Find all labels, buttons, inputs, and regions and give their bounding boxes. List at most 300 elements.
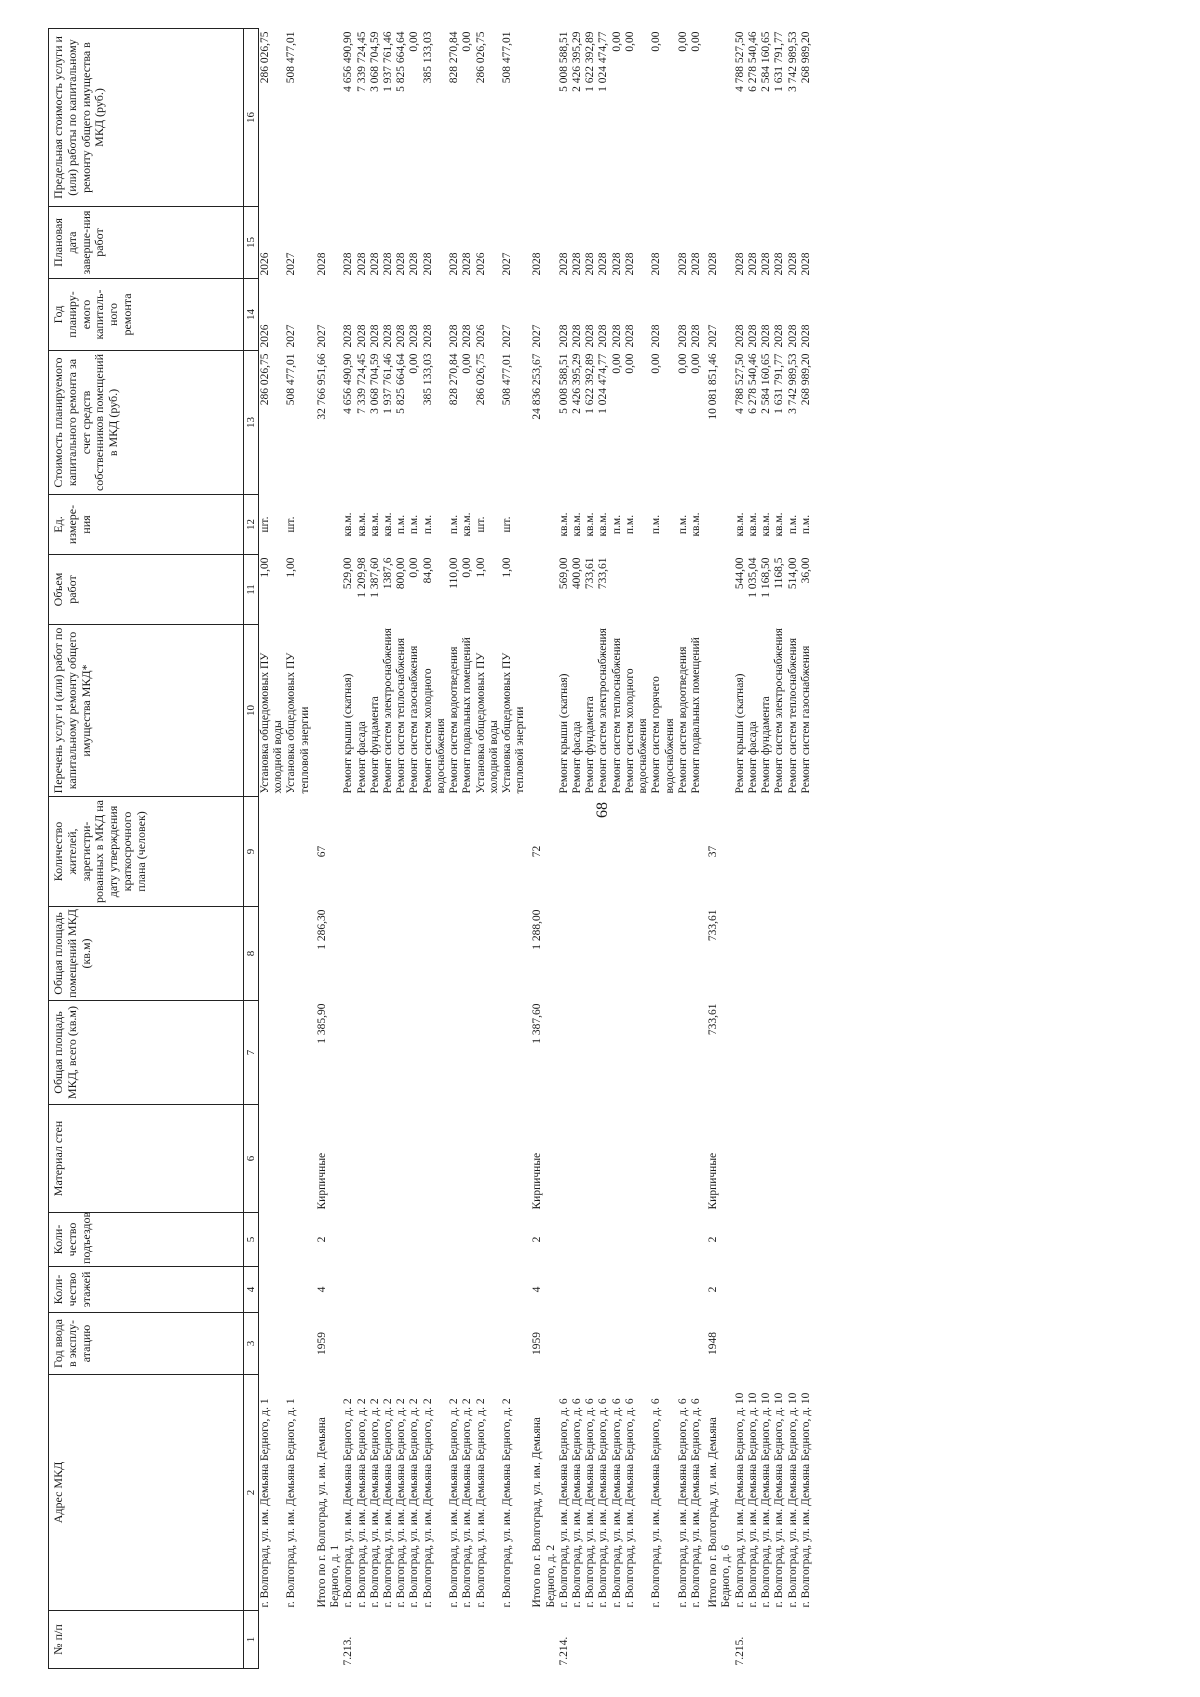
- end-year-cell: 2028: [799, 252, 812, 276]
- rooms-area-cell: [382, 907, 395, 1001]
- floors-cell: [259, 1267, 286, 1313]
- built-year-cell: [787, 1313, 800, 1375]
- wall-material-cell: [475, 1105, 501, 1213]
- repair-year-cell: 2028: [571, 324, 584, 348]
- limit-cost-cell: [527, 29, 557, 207]
- column-number: 15: [244, 207, 259, 279]
- residents-cell: [395, 797, 408, 907]
- volume-cell: 1 035,04: [746, 557, 759, 598]
- floors-cell: [558, 1267, 571, 1313]
- floors-cell: [461, 1267, 474, 1313]
- repair-year-cell: 2028: [650, 324, 663, 348]
- limit-cost-cell: 6 278 540,46: [746, 31, 759, 92]
- residents-cell: [259, 797, 286, 907]
- residents-cell: [369, 797, 382, 907]
- repair-year-cell: 2028: [676, 324, 689, 348]
- floors-cell: [571, 1267, 584, 1313]
- column-number: 8: [244, 907, 259, 1001]
- wall-material-cell: [408, 1105, 421, 1213]
- wall-material-cell: [422, 1105, 448, 1213]
- entrances-cell: [624, 1213, 650, 1267]
- built-year-cell: [747, 1313, 760, 1375]
- address-cell: г. Волгоград, ул. им. Демьяна Бедного, д. 2: [421, 1398, 434, 1608]
- residents-cell: 67: [315, 845, 328, 858]
- address-cell: г. Волгоград, ул. им. Демьяна Бедного, д. 10: [773, 1392, 786, 1608]
- volume-cell: [527, 555, 557, 625]
- header-cell: Объем работ: [49, 555, 244, 625]
- rooms-area-cell: [690, 907, 703, 1001]
- entrances-cell: [800, 1213, 813, 1267]
- residents-cell: [690, 797, 703, 907]
- wall-material-cell: [285, 1105, 311, 1213]
- total-area-cell: [624, 1001, 650, 1105]
- rooms-area-cell: [773, 907, 786, 1001]
- column-number: 13: [244, 351, 259, 495]
- unit-cell: кв.м.: [597, 512, 610, 537]
- entrances-cell: [356, 1213, 369, 1267]
- residents-cell: [800, 797, 813, 907]
- work-type-cell: Ремонт систем теплоснабжения: [786, 637, 799, 794]
- cost-cell: 385 133,03: [421, 353, 434, 406]
- entrances-cell: [650, 1213, 676, 1267]
- total-area-cell: [747, 1001, 760, 1105]
- volume-cell: 36,00: [799, 557, 812, 584]
- limit-cost-cell: 1 937 761,46: [381, 31, 394, 92]
- end-year-cell: 2028: [355, 252, 368, 276]
- total-area-cell: [677, 1001, 690, 1105]
- row-number: [369, 1611, 382, 1669]
- column-number: 2: [244, 1375, 259, 1611]
- wall-material-cell: [800, 1105, 813, 1213]
- repair-year-cell: 2028: [395, 324, 408, 348]
- wall-material-cell: [624, 1105, 650, 1213]
- cost-cell: 7 339 724,45: [355, 353, 368, 414]
- built-year-cell: [422, 1313, 448, 1375]
- address-cell: Итого по г. Волгоград, ул. им. Демьяна Бедного, д. 2: [531, 1417, 557, 1608]
- volume-cell: 400,00: [571, 557, 584, 590]
- row-number: 7.214.: [557, 1636, 570, 1666]
- cost-cell: 268 989,20: [799, 353, 812, 406]
- work-type-cell: Ремонт подвальных помещений: [461, 637, 474, 794]
- repair-year-cell: 2028: [421, 324, 434, 348]
- floors-cell: [382, 1267, 395, 1313]
- total-area-cell: [787, 1001, 800, 1105]
- built-year-cell: [734, 1313, 747, 1375]
- unit-cell: кв.м.: [773, 512, 786, 537]
- address-cell: г. Волгоград, ул. им. Демьяна Бедного, д. 6: [584, 1398, 597, 1608]
- limit-cost-cell: 268 989,20: [799, 31, 812, 84]
- repair-year-cell: 2028: [610, 324, 623, 348]
- cost-cell: 1 622 392,89: [584, 353, 597, 414]
- header-cell: Адрес МКД: [49, 1375, 244, 1611]
- wall-material-cell: [501, 1105, 527, 1213]
- column-number: 7: [244, 1001, 259, 1105]
- end-year-cell: 2028: [773, 252, 786, 276]
- unit-cell: шт.: [500, 516, 513, 533]
- wall-material-cell: [677, 1105, 690, 1213]
- entrances-cell: [690, 1213, 703, 1267]
- end-year-cell: 2028: [315, 252, 328, 276]
- built-year-cell: [395, 1313, 408, 1375]
- volume-cell: [624, 555, 650, 625]
- rooms-area-cell: [448, 907, 461, 1001]
- residents-cell: [584, 797, 597, 907]
- end-year-cell: 2028: [690, 252, 702, 276]
- built-year-cell: [650, 1313, 676, 1375]
- unit-cell: кв.м.: [342, 512, 355, 537]
- header-cell: Коли-чество этажей: [49, 1267, 244, 1313]
- cost-cell: 0,00: [408, 353, 421, 374]
- built-year-cell: [461, 1313, 474, 1375]
- floors-cell: [395, 1267, 408, 1313]
- built-year-cell: [475, 1313, 501, 1375]
- row-number: [422, 1611, 448, 1669]
- table-row: [448, 29, 461, 1669]
- repair-year-cell: 2027: [285, 324, 298, 348]
- work-type-cell: Ремонт систем электроснабжения: [381, 628, 394, 794]
- address-cell: г. Волгоград, ул. им. Демьяна Бедного, д. 2: [461, 1398, 474, 1608]
- total-area-cell: [259, 1001, 286, 1105]
- header-cell: Коли-чество подъездов: [49, 1213, 244, 1267]
- table-row: [382, 29, 395, 1669]
- limit-cost-cell: 286 026,75: [259, 31, 271, 84]
- work-type-cell: Установка общедомовых ПУ тепловой энергии: [285, 652, 311, 794]
- column-number: 3: [244, 1313, 259, 1375]
- rooms-area-cell: 1 288,00: [531, 909, 544, 950]
- total-area-cell: [571, 1001, 584, 1105]
- volume-cell: 514,00: [786, 557, 799, 590]
- repair-year-cell: 2027: [707, 324, 720, 348]
- floors-cell: [677, 1267, 690, 1313]
- work-type-cell: Ремонт фасада: [746, 721, 759, 794]
- floors-cell: [369, 1267, 382, 1313]
- unit-cell: кв.м.: [733, 512, 746, 537]
- floors-cell: [690, 1267, 703, 1313]
- table-row: [356, 29, 369, 1669]
- residents-cell: [624, 797, 650, 907]
- entrances-cell: 2: [315, 1236, 328, 1243]
- cost-cell: 6 278 540,46: [746, 353, 759, 414]
- limit-cost-cell: 2 584 160,65: [760, 31, 773, 92]
- table-row: [787, 29, 800, 1669]
- unit-cell: п.м.: [786, 514, 799, 535]
- wall-material-cell: [382, 1105, 395, 1213]
- repair-year-cell: 2027: [531, 324, 544, 348]
- repair-year-cell: 2027: [500, 324, 513, 348]
- column-number: 11: [244, 555, 259, 625]
- total-row: [527, 29, 557, 1669]
- end-year-cell: 2028: [381, 252, 394, 276]
- built-year-cell: [611, 1313, 624, 1375]
- volume-cell: 569,00: [557, 557, 570, 590]
- work-type-cell: Ремонт фундамента: [760, 696, 773, 794]
- row-number: [285, 1611, 311, 1669]
- limit-cost-cell: 7 339 724,45: [355, 31, 368, 92]
- limit-cost-cell: 1 024 474,77: [597, 31, 610, 92]
- row-number: 7.213.: [342, 1636, 355, 1666]
- row-number: [703, 1611, 733, 1669]
- header-cell: Количество жителей, зарегистри-рованных в МКД на дату утверждения краткосрочного плана (человек): [49, 797, 244, 907]
- end-year-cell: 2028: [760, 252, 773, 276]
- rooms-area-cell: [285, 907, 311, 1001]
- rooms-area-cell: [734, 907, 747, 1001]
- rooms-area-cell: [422, 907, 448, 1001]
- residents-cell: [475, 797, 501, 907]
- rooms-area-cell: 733,61: [707, 909, 720, 942]
- work-type-cell: [703, 625, 733, 797]
- total-area-cell: [584, 1001, 597, 1105]
- address-cell: г. Волгоград, ул. им. Демьяна Бедного, д. 2: [381, 1398, 394, 1608]
- wall-material-cell: [356, 1105, 369, 1213]
- end-year-cell: 2028: [676, 252, 689, 276]
- floors-cell: [501, 1267, 527, 1313]
- unit-cell: кв.м.: [584, 512, 597, 537]
- column-number: 9: [244, 797, 259, 907]
- cost-cell: 3 068 704,59: [368, 353, 381, 414]
- work-type-cell: Ремонт крыши (скатная): [557, 673, 570, 794]
- total-area-cell: 1 385,90: [315, 1003, 328, 1044]
- repair-year-cell: 2028: [408, 324, 421, 348]
- address-cell: г. Волгоград, ул. им. Демьяна Бедного, д. 2: [448, 1398, 461, 1608]
- column-number: 16: [244, 29, 259, 207]
- volume-cell: 1 387,60: [368, 557, 381, 598]
- wall-material-cell: [747, 1105, 760, 1213]
- rooms-area-cell: [747, 907, 760, 1001]
- row-number: [650, 1611, 676, 1669]
- built-year-cell: [597, 1313, 610, 1375]
- wall-material-cell: [787, 1105, 800, 1213]
- wall-material-cell: [571, 1105, 584, 1213]
- address-cell: г. Волгоград, ул. им. Демьяна Бедного, д. 10: [733, 1392, 746, 1608]
- unit-cell: кв.м.: [355, 512, 368, 537]
- end-year-cell: 2028: [448, 252, 461, 276]
- rooms-area-cell: [571, 907, 584, 1001]
- repair-year-cell: 2028: [760, 324, 773, 348]
- limit-cost-cell: 3 742 989,53: [786, 31, 799, 92]
- rooms-area-cell: 1 286,30: [315, 909, 328, 950]
- total-area-cell: [611, 1001, 624, 1105]
- address-cell: г. Волгоград, ул. им. Демьяна Бедного, д. 2: [368, 1398, 381, 1608]
- built-year-cell: [800, 1313, 813, 1375]
- work-type-cell: Ремонт систем электроснабжения: [597, 628, 610, 794]
- cost-cell: 0,00: [610, 353, 623, 374]
- work-type-cell: Ремонт фундамента: [368, 696, 381, 794]
- table-row: [342, 29, 355, 1669]
- work-type-cell: Ремонт фасада: [355, 721, 368, 794]
- built-year-cell: [369, 1313, 382, 1375]
- row-number: [690, 1611, 703, 1669]
- rooms-area-cell: [624, 907, 650, 1001]
- cost-cell: 4 788 527,50: [733, 353, 746, 414]
- volume-cell: [690, 555, 703, 625]
- repair-year-cell: 2028: [342, 324, 355, 348]
- residents-cell: [747, 797, 760, 907]
- table-row: [395, 29, 408, 1669]
- total-area-cell: [650, 1001, 676, 1105]
- rooms-area-cell: [584, 907, 597, 1001]
- rooms-area-cell: [800, 907, 813, 1001]
- total-area-cell: [773, 1001, 786, 1105]
- row-number: [787, 1611, 800, 1669]
- address-cell: г. Волгоград, ул. им. Демьяна Бедного, д. 2: [408, 1398, 421, 1608]
- address-cell: г. Волгоград, ул. им. Демьяна Бедного, д. 6: [610, 1398, 623, 1608]
- work-type-cell: Ремонт крыши (скатная): [733, 673, 746, 794]
- floors-cell: [475, 1267, 501, 1313]
- row-number: [312, 1611, 342, 1669]
- total-area-cell: [422, 1001, 448, 1105]
- floors-cell: 4: [315, 1286, 328, 1293]
- address-cell: Итого по г. Волгоград, ул. им. Демьяна Бедного, д. 6: [707, 1417, 733, 1608]
- total-area-cell: [800, 1001, 813, 1105]
- entrances-cell: [558, 1213, 571, 1267]
- repair-year-cell: 2028: [623, 324, 636, 348]
- limit-cost-cell: 385 133,03: [421, 31, 434, 84]
- cost-cell: 5 825 664,64: [395, 353, 408, 414]
- built-year-cell: [571, 1313, 584, 1375]
- cost-cell: 508 477,01: [500, 353, 513, 406]
- limit-cost-cell: 0,00: [461, 31, 474, 52]
- rooms-area-cell: [760, 907, 773, 1001]
- volume-cell: [312, 555, 342, 625]
- entrances-cell: [259, 1213, 286, 1267]
- header-cell: Общая площадь МКД, всего (кв.м): [49, 1001, 244, 1105]
- unit-cell: кв.м.: [746, 512, 759, 537]
- entrances-cell: [408, 1213, 421, 1267]
- limit-cost-cell: 508 477,01: [285, 31, 298, 84]
- floors-cell: [408, 1267, 421, 1313]
- table-row: [773, 29, 786, 1669]
- built-year-cell: [773, 1313, 786, 1375]
- work-type-cell: Установка общедомовых ПУ тепловой энергии: [500, 652, 527, 794]
- table-row: [501, 29, 527, 1669]
- limit-cost-cell: 0,00: [676, 31, 689, 52]
- built-year-cell: [760, 1313, 773, 1375]
- floors-cell: [650, 1267, 676, 1313]
- work-type-cell: Установка общедомовых ПУ холодной воды: [474, 652, 500, 794]
- entrances-cell: [760, 1213, 773, 1267]
- address-cell: Итого по г. Волгоград, ул. им. Демьяна Бедного, д. 1: [315, 1417, 342, 1608]
- end-year-cell: 2026: [474, 252, 487, 276]
- unit-cell: кв.м.: [760, 512, 773, 537]
- header-cell: Ед. измере-ния: [49, 495, 244, 555]
- limit-cost-cell: 1 631 791,77: [773, 31, 786, 92]
- total-area-cell: [369, 1001, 382, 1105]
- unit-cell: п.м.: [408, 514, 421, 535]
- repair-year-cell: 2028: [355, 324, 368, 348]
- repair-year-cell: 2027: [315, 324, 328, 348]
- repair-year-cell: 2028: [461, 324, 474, 348]
- cost-cell: 0,00: [623, 353, 636, 374]
- address-cell: г. Волгоград, ул. им. Демьяна Бедного, д. 10: [746, 1392, 759, 1608]
- rooms-area-cell: [611, 907, 624, 1001]
- table-row: [800, 29, 813, 1669]
- volume-cell: 733,61: [584, 557, 597, 590]
- end-year-cell: 2026: [259, 252, 271, 276]
- address-cell: г. Волгоград, ул. им. Демьяна Бедного, д. 6: [676, 1398, 689, 1608]
- end-year-cell: 2028: [342, 252, 355, 276]
- unit-cell: п.м.: [610, 514, 623, 535]
- total-area-cell: [558, 1001, 571, 1105]
- row-number: [475, 1611, 501, 1669]
- rooms-area-cell: [342, 907, 355, 1001]
- cost-cell: 3 742 989,53: [786, 353, 799, 414]
- rooms-area-cell: [558, 907, 571, 1001]
- built-year-cell: [285, 1313, 311, 1375]
- unit-cell: [703, 495, 733, 555]
- unit-cell: [527, 495, 557, 555]
- work-type-cell: Ремонт систем электроснабжения: [773, 628, 786, 794]
- table-row: [285, 29, 311, 1669]
- rooms-area-cell: [461, 907, 474, 1001]
- header-row: [49, 29, 244, 1669]
- address-cell: г. Волгоград, ул. им. Демьяна Бедного, д. 6: [597, 1398, 610, 1608]
- repair-year-cell: 2028: [733, 324, 746, 348]
- residents-cell: [773, 797, 786, 907]
- cost-cell: 2 584 160,65: [760, 353, 773, 414]
- cost-cell: 1 024 474,77: [597, 353, 610, 414]
- address-cell: г. Волгоград, ул. им. Демьяна Бедного, д. 2: [355, 1398, 368, 1608]
- end-year-cell: 2028: [531, 252, 544, 276]
- wall-material-cell: [461, 1105, 474, 1213]
- page-number: 68: [594, 802, 611, 818]
- repair-year-cell: 2028: [786, 324, 799, 348]
- total-row: [703, 29, 733, 1669]
- floors-cell: [734, 1267, 747, 1313]
- wall-material-cell: [597, 1105, 610, 1213]
- end-year-cell: 2028: [368, 252, 381, 276]
- row-number: [624, 1611, 650, 1669]
- entrances-cell: [597, 1213, 610, 1267]
- repair-year-cell: 2028: [773, 324, 786, 348]
- end-year-cell: 2027: [500, 252, 513, 276]
- end-year-cell: 2028: [571, 252, 584, 276]
- total-area-cell: [475, 1001, 501, 1105]
- built-year-cell: [584, 1313, 597, 1375]
- work-type-cell: Ремонт систем водоотведения: [676, 646, 689, 794]
- limit-cost-cell: 0,00: [650, 31, 663, 52]
- header-cell: Материал стен: [49, 1105, 244, 1213]
- cost-cell: 4 656 490,90: [342, 353, 355, 414]
- end-year-cell: 2028: [408, 252, 421, 276]
- address-cell: г. Волгоград, ул. им. Демьяна Бедного, д. 6: [690, 1398, 702, 1608]
- rooms-area-cell: [597, 907, 610, 1001]
- header-cell: № п/п: [49, 1611, 244, 1669]
- address-cell: г. Волгоград, ул. им. Демьяна Бедного, д. 6: [623, 1398, 636, 1608]
- floors-cell: [356, 1267, 369, 1313]
- floors-cell: [584, 1267, 597, 1313]
- work-type-cell: Ремонт систем газоснабжения: [799, 645, 812, 794]
- floors-cell: [597, 1267, 610, 1313]
- total-area-cell: [285, 1001, 311, 1105]
- header-cell: Год планиру-емого капиталь-ного ремонта: [49, 279, 244, 351]
- table-row: [558, 29, 571, 1669]
- volume-cell: 1387,6: [381, 557, 394, 590]
- wall-material-cell: [734, 1105, 747, 1213]
- wall-material-cell: [690, 1105, 703, 1213]
- entrances-cell: [677, 1213, 690, 1267]
- repair-year-cell: 2028: [799, 324, 812, 348]
- floors-cell: [624, 1267, 650, 1313]
- rooms-area-cell: [677, 907, 690, 1001]
- repair-year-cell: 2026: [474, 324, 487, 348]
- floors-cell: [422, 1267, 448, 1313]
- end-year-cell: 2028: [733, 252, 746, 276]
- table-row: [650, 29, 676, 1669]
- column-number: 4: [244, 1267, 259, 1313]
- total-area-cell: [408, 1001, 421, 1105]
- row-number: [747, 1611, 760, 1669]
- end-year-cell: 2028: [421, 252, 434, 276]
